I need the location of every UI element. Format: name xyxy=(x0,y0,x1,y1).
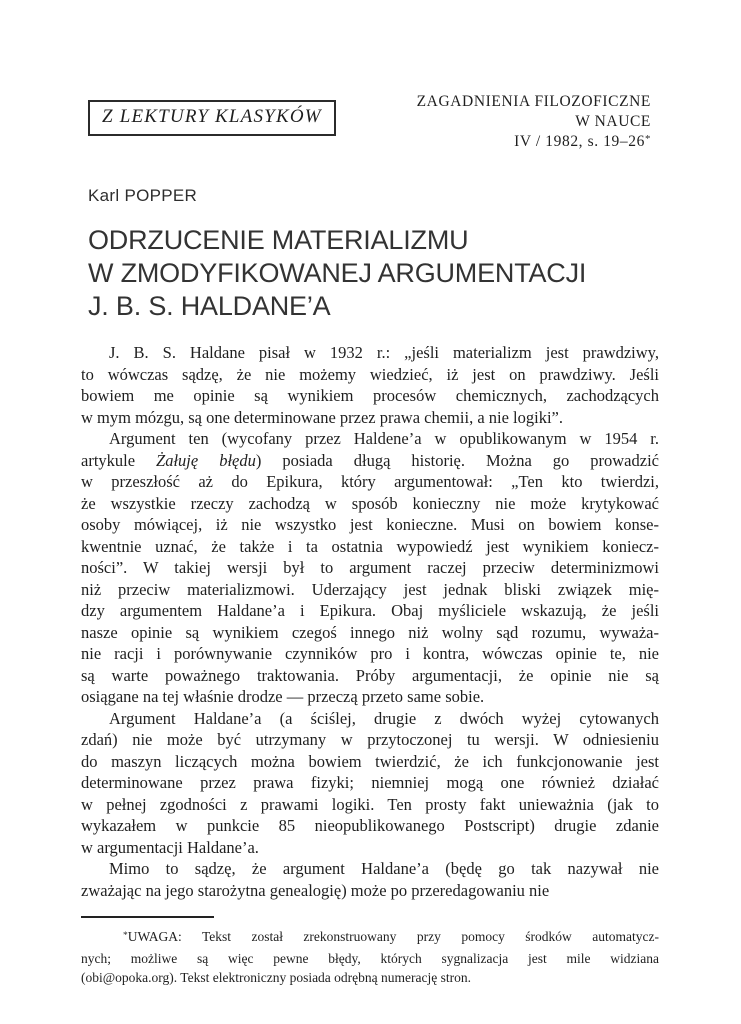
text-segment: UWAGA: Tekst został zrekonstruowany przy pomocy środków automatycz- xyxy=(127,929,659,944)
text-line xyxy=(81,665,659,687)
text-segment: IV / 1982, s. 19–26 xyxy=(514,133,645,150)
text-line xyxy=(81,450,659,472)
text-segment: zdań) nie może być utrzymany w przytoczonej tu wersji. W odniesieniu xyxy=(81,730,659,749)
text-line xyxy=(81,407,659,429)
text-segment: są warte poważnego traktowania. Próby argumentacji, że opinie nie są xyxy=(81,665,659,685)
text-segment: kwentnie uznać, że także i ta ostatnia wypowiedź jest wynikiem koniecz- xyxy=(81,536,659,556)
text-line xyxy=(81,815,659,837)
text-segment: bowiem me opinie są wynikiem procesów chemicznych, zachodzących xyxy=(81,386,659,405)
sup-asterisk: * xyxy=(123,930,128,941)
text-line xyxy=(81,342,659,364)
text-segment: nych; możliwe są więc pewne błędy, których sygnalizacja jest mile widziana xyxy=(81,951,659,966)
text-segment: ności”. W takiej wersji był to argument raczej przeciw determinizmowi xyxy=(81,558,659,577)
text-line xyxy=(81,686,659,708)
text-line xyxy=(81,579,659,601)
paragraph xyxy=(81,428,659,708)
text-line xyxy=(81,557,659,579)
text-line xyxy=(81,428,659,450)
text-line xyxy=(81,471,659,493)
text-line xyxy=(81,858,659,880)
text-segment: w przeszłość aż do Epikura, który argumentował: „Ten kto twierdzi, xyxy=(81,472,659,491)
text-segment: ODRZUCENIE MATERIALIZMU xyxy=(88,225,469,255)
rubric-box xyxy=(88,100,336,136)
journal-line xyxy=(417,112,651,132)
text-segment: zważając na jego starożytna genealogię) może po przeredagowaniu nie xyxy=(81,880,550,900)
text-segment: to wówczas sądzę, że nie możemy wiedzieć, iż jest on prawdziwy. Jeśli xyxy=(81,364,659,384)
rubric-label: Z LEKTURY KLASYKÓW xyxy=(102,106,322,127)
text-line xyxy=(81,794,659,816)
title-line xyxy=(88,224,586,257)
text-line xyxy=(81,751,659,773)
text-segment: Mimo to sądzę, że argument Haldane’a (będę go tak nazywał nie xyxy=(109,859,659,878)
text-line xyxy=(81,880,659,902)
text-segment: wykazałem w punkcie 85 nieopublikowanego Postscript) drugie zdanie xyxy=(81,816,659,835)
author-name: Karl POPPER xyxy=(88,186,198,205)
text-segment: (obi@opoka.org). Tekst elektroniczny posiada odrębną numerację stron. xyxy=(81,970,471,985)
body-text xyxy=(81,342,659,901)
text-segment: Argument ten (wycofany przez Haldene’a w opublikowanym w 1954 r. xyxy=(109,429,659,448)
journal-header xyxy=(417,92,651,153)
text-line xyxy=(81,600,659,622)
text-segment: J. B. S. HALDANE’A xyxy=(88,291,331,321)
text-segment: nasze opinie są wynikiem czegoś innego niż wolny sąd rozumu, wyważa- xyxy=(81,622,659,642)
text-segment: w argumentacji Haldane’a. xyxy=(81,837,259,857)
article-title xyxy=(88,224,586,323)
text-segment: osoby mówiącej, iż nie wszystko jest konieczne. Musi on bowiem konse- xyxy=(81,515,659,534)
footnote-line xyxy=(81,949,659,968)
text-segment: Żałuję błędu xyxy=(156,450,256,470)
title-line xyxy=(88,290,586,323)
text-segment: artykule xyxy=(81,450,157,470)
footnote xyxy=(81,927,659,987)
journal-line xyxy=(417,132,651,153)
text-line xyxy=(81,385,659,407)
text-segment: J. B. S. Haldane pisał w 1932 r.: „jeśli materializm jest prawdziwy, xyxy=(109,343,659,362)
text-segment: niż przeciw materializmowi. Uderzający jest jednak bliski związek mię- xyxy=(81,579,659,599)
text-line xyxy=(81,514,659,536)
text-line xyxy=(81,729,659,751)
text-line xyxy=(81,493,659,515)
text-segment: do maszyn liczących można bowiem twierdzić, że ich funkcjonowanie jest xyxy=(81,751,659,771)
text-line xyxy=(81,837,659,859)
text-segment: Argument Haldane’a (a ściślej, drugie z dwóch wyżej cytowanych xyxy=(109,708,659,728)
title-line xyxy=(88,257,586,290)
footnote-line xyxy=(81,927,659,949)
text-segment: w pełnej zgodności z prawami logiki. Ten prosty fakt unieważnia (jak to xyxy=(81,794,659,814)
text-segment: osiągane na tej właśnie drodze — przeczą przeto same sobie. xyxy=(81,687,485,706)
text-segment: że wszystkie rzeczy zachodzą w sposób konieczny nie może krytykować xyxy=(81,493,659,513)
text-line xyxy=(81,364,659,386)
footnote-line xyxy=(81,968,659,987)
text-segment: W NAUCE xyxy=(575,113,651,130)
paragraph xyxy=(81,858,659,901)
text-line xyxy=(81,622,659,644)
text-segment: dzy argumentem Haldane’a i Epikura. Obaj myśliciele wskazują, że jeśli xyxy=(81,601,659,620)
text-line xyxy=(81,643,659,665)
text-line xyxy=(81,772,659,794)
paragraph xyxy=(81,708,659,859)
text-line xyxy=(81,708,659,730)
text-segment: W ZMODYFIKOWANEJ ARGUMENTACJI xyxy=(88,258,587,288)
journal-line xyxy=(417,92,651,112)
text-segment: nie racji i porównywanie czynników pro i kontra, wówczas opinie te, nie xyxy=(81,644,659,663)
text-segment: determinowane przez prawa fizyki; niemniej mogą one również działać xyxy=(81,773,659,792)
text-segment: w mym mózgu, są one determinowane przez prawa chemii, a nie logiki”. xyxy=(81,407,563,427)
text-segment: ) posiada długą historię. Można go prowadzić xyxy=(255,450,659,470)
footnote-rule xyxy=(81,916,214,918)
text-line xyxy=(81,536,659,558)
sup-asterisk: * xyxy=(644,133,651,146)
paragraph xyxy=(81,342,659,428)
text-segment: ZAGADNIENIA FILOZOFICZNE xyxy=(416,93,651,110)
